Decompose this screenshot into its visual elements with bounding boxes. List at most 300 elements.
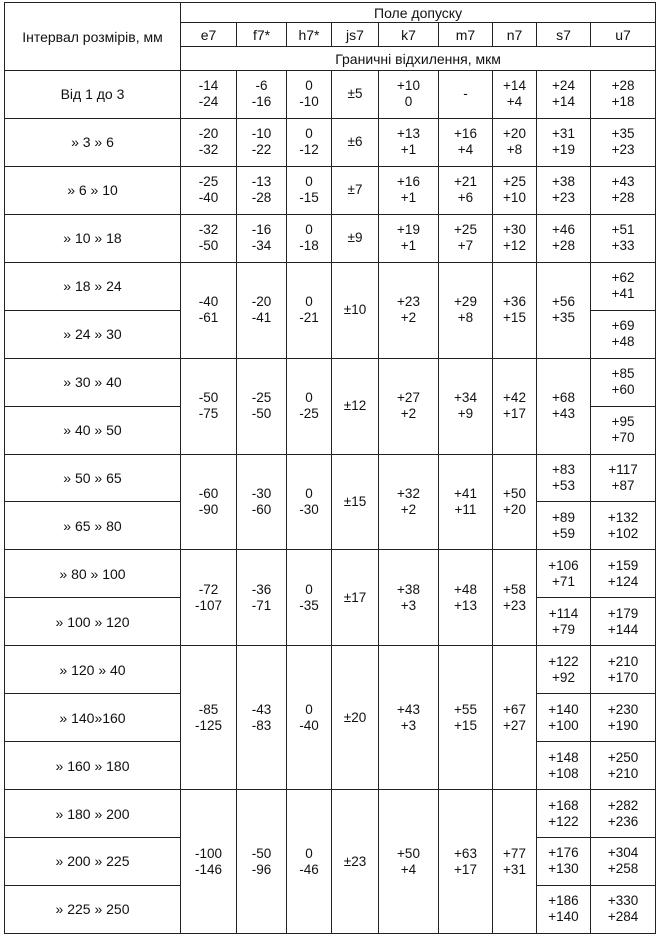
cell-n7 — [493, 214, 537, 262]
deviation-header: Граничні відхилення, мкм — [181, 47, 656, 71]
table-row — [5, 262, 656, 310]
deviation-value: 0 — [305, 390, 313, 406]
deviation-value: +71 — [552, 573, 575, 589]
deviation-value: -50 — [251, 406, 272, 422]
deviation-value: +48 — [611, 334, 635, 350]
deviation-value: +35 — [611, 126, 635, 142]
cell-f7 — [237, 262, 287, 358]
cell-k7 — [379, 118, 439, 166]
deviation-value: ±23 — [343, 853, 367, 869]
deviation-value: +1 — [400, 238, 417, 254]
cell-k7 — [379, 358, 439, 454]
cell-u7 — [591, 71, 656, 119]
deviation-value: +1 — [400, 142, 417, 158]
cell-f7 — [237, 214, 287, 262]
cell-h7 — [287, 166, 332, 214]
interval-cell: » 100 » 120 — [5, 598, 181, 646]
deviation-value: - — [463, 86, 468, 102]
deviation-value: +28 — [552, 238, 575, 254]
deviation-value: 0 — [305, 485, 313, 501]
cell-h7 — [287, 71, 332, 119]
table-row — [5, 646, 656, 694]
deviation-value: 0 — [305, 174, 313, 190]
deviation-value: +38 — [397, 581, 420, 597]
deviation-value: +23 — [611, 142, 635, 158]
interval-cell: » 180 » 200 — [5, 790, 181, 838]
deviation-value: +140 — [548, 701, 579, 717]
cell-js7 — [332, 358, 379, 454]
interval-cell: » 140»160 — [5, 694, 181, 742]
deviation-value: -32 — [198, 142, 219, 158]
cell-s7 — [537, 742, 591, 790]
interval-cell: » 10 » 18 — [5, 214, 181, 262]
deviation-value: +130 — [548, 861, 579, 877]
interval-cell: » 80 » 100 — [5, 550, 181, 598]
cell-e7 — [181, 214, 237, 262]
deviation-value: +50 — [503, 485, 526, 501]
deviation-value: -10 — [299, 94, 319, 110]
cell-n7 — [493, 646, 537, 790]
deviation-value: ±9 — [347, 230, 363, 246]
deviation-value: -20 — [198, 126, 219, 142]
deviation-value: +258 — [607, 861, 639, 877]
col-u7: u7 — [591, 23, 656, 47]
cell-e7 — [181, 166, 237, 214]
cell-js7 — [332, 646, 379, 790]
deviation-value: -50 — [198, 238, 219, 254]
deviation-value: +230 — [607, 701, 639, 717]
interval-cell: » 120 » 40 — [5, 646, 181, 694]
deviation-value: +36 — [503, 294, 526, 310]
deviation-value: +17 — [503, 406, 526, 422]
cell-m7 — [439, 550, 493, 646]
cell-m7 — [439, 358, 493, 454]
deviation-value: +1 — [400, 190, 417, 206]
deviation-value: +95 — [611, 414, 635, 430]
deviation-value: +148 — [548, 749, 579, 765]
deviation-value: -34 — [251, 238, 272, 254]
cell-k7 — [379, 790, 439, 934]
deviation-value: +14 — [503, 78, 526, 94]
cell-js7 — [332, 454, 379, 550]
deviation-value: ±7 — [347, 182, 363, 198]
deviation-value: -96 — [251, 861, 272, 877]
deviation-value: ±12 — [343, 398, 367, 414]
cell-u7 — [591, 598, 656, 646]
deviation-value: +30 — [503, 222, 526, 238]
deviation-value: 0 — [305, 845, 313, 861]
deviation-value: +20 — [503, 126, 526, 142]
deviation-value: 0 — [305, 126, 313, 142]
deviation-value: 0 — [305, 222, 313, 238]
table-row — [5, 214, 656, 262]
deviation-value: -22 — [251, 142, 272, 158]
deviation-value: +41 — [611, 286, 635, 302]
cell-h7 — [287, 646, 332, 790]
deviation-value: +2 — [400, 406, 417, 422]
deviation-value: +79 — [552, 621, 575, 637]
cell-s7 — [537, 694, 591, 742]
cell-m7 — [439, 71, 493, 119]
deviation-value: +21 — [454, 174, 477, 190]
deviation-value: +122 — [548, 813, 579, 829]
deviation-value: ±10 — [343, 302, 367, 318]
cell-k7 — [379, 71, 439, 119]
cell-m7 — [439, 214, 493, 262]
cell-js7 — [332, 214, 379, 262]
deviation-value: +9 — [457, 406, 474, 422]
cell-e7 — [181, 71, 237, 119]
cell-m7 — [439, 790, 493, 934]
deviation-value: +87 — [611, 477, 635, 493]
cell-f7 — [237, 550, 287, 646]
cell-n7 — [493, 71, 537, 119]
cell-e7 — [181, 358, 237, 454]
interval-cell: » 50 » 65 — [5, 454, 181, 502]
cell-k7 — [379, 262, 439, 358]
table-row — [5, 118, 656, 166]
cell-k7 — [379, 166, 439, 214]
cell-n7 — [493, 454, 537, 550]
deviation-value: +304 — [607, 845, 639, 861]
deviation-value: +53 — [552, 477, 575, 493]
cell-h7 — [287, 454, 332, 550]
deviation-value: +62 — [611, 270, 635, 286]
deviation-value: +10 — [503, 190, 526, 206]
deviation-value: +100 — [548, 717, 579, 733]
deviation-value: +68 — [552, 390, 575, 406]
deviation-value: +27 — [503, 717, 526, 733]
cell-e7 — [181, 118, 237, 166]
cell-m7 — [439, 166, 493, 214]
deviation-value: +59 — [552, 525, 575, 541]
deviation-value: +46 — [552, 222, 575, 238]
deviation-value: +51 — [611, 222, 635, 238]
deviation-value: +8 — [506, 142, 523, 158]
deviation-value: +31 — [552, 126, 575, 142]
table-row — [5, 166, 656, 214]
deviation-value: -60 — [251, 501, 272, 517]
cell-s7 — [537, 214, 591, 262]
deviation-value: +48 — [454, 581, 477, 597]
deviation-value: -12 — [299, 142, 319, 158]
deviation-value: +60 — [611, 382, 635, 398]
deviation-value: +284 — [607, 909, 639, 925]
deviation-value: +58 — [503, 581, 526, 597]
deviation-value: -32 — [198, 222, 219, 238]
col-js7: js7 — [332, 23, 379, 47]
deviation-value: +63 — [454, 845, 477, 861]
cell-u7 — [591, 646, 656, 694]
cell-f7 — [237, 790, 287, 934]
deviation-value: +25 — [454, 222, 477, 238]
deviation-value: +20 — [503, 501, 526, 517]
deviation-value: +13 — [397, 126, 420, 142]
deviation-value: +140 — [548, 909, 579, 925]
deviation-value: -71 — [251, 597, 272, 613]
interval-cell: » 30 » 40 — [5, 358, 181, 406]
cell-e7 — [181, 790, 237, 934]
deviation-value: +23 — [397, 294, 420, 310]
cell-f7 — [237, 646, 287, 790]
cell-e7 — [181, 550, 237, 646]
deviation-value: -15 — [299, 190, 319, 206]
cell-u7 — [591, 790, 656, 838]
cell-u7 — [591, 406, 656, 454]
cell-k7 — [379, 214, 439, 262]
deviation-value: -6 — [255, 78, 268, 94]
deviation-value: ±5 — [347, 86, 363, 102]
deviation-value: +17 — [454, 861, 477, 877]
cell-s7 — [537, 885, 591, 933]
deviation-value: 0 — [305, 701, 313, 717]
deviation-value: -25 — [198, 174, 219, 190]
deviation-value: -146 — [194, 861, 223, 877]
cell-s7 — [537, 598, 591, 646]
deviation-value: -36 — [251, 581, 272, 597]
deviation-value: +117 — [608, 461, 638, 477]
deviation-value: +14 — [552, 94, 575, 110]
deviation-value: +4 — [506, 94, 523, 110]
deviation-value: +31 — [503, 861, 526, 877]
cell-n7 — [493, 358, 537, 454]
deviation-value: 0 — [305, 78, 313, 94]
deviation-value: ±17 — [343, 589, 367, 605]
deviation-value: 0 — [404, 94, 413, 110]
deviation-value: +92 — [552, 669, 575, 685]
deviation-value: +190 — [607, 717, 639, 733]
cell-js7 — [332, 71, 379, 119]
cell-n7 — [493, 790, 537, 934]
deviation-value: +35 — [552, 310, 575, 326]
deviation-value: -14 — [198, 78, 219, 94]
cell-s7 — [537, 790, 591, 838]
interval-cell: Від 1 до 3 — [5, 71, 181, 119]
cell-h7 — [287, 262, 332, 358]
deviation-value: +108 — [548, 765, 579, 781]
cell-s7 — [537, 838, 591, 886]
deviation-value: +106 — [548, 557, 579, 573]
deviation-value: +28 — [611, 78, 635, 94]
cell-u7 — [591, 838, 656, 886]
deviation-value: +144 — [607, 621, 639, 637]
deviation-value: -83 — [251, 717, 272, 733]
cell-k7 — [379, 550, 439, 646]
cell-u7 — [591, 214, 656, 262]
deviation-value: -90 — [198, 501, 219, 517]
deviation-value: -28 — [251, 190, 272, 206]
table-row — [5, 790, 656, 838]
cell-js7 — [332, 790, 379, 934]
interval-header: Інтервал розмірів, мм — [5, 3, 181, 71]
deviation-value: ±6 — [347, 134, 363, 150]
deviation-value: +15 — [454, 717, 477, 733]
col-m7: m7 — [439, 23, 493, 47]
deviation-value: +32 — [397, 485, 420, 501]
deviation-value: +89 — [552, 509, 575, 525]
cell-u7 — [591, 118, 656, 166]
deviation-value: +250 — [607, 749, 639, 765]
deviation-value: -75 — [198, 406, 219, 422]
deviation-value: -30 — [251, 485, 272, 501]
cell-n7 — [493, 166, 537, 214]
deviation-value: +24 — [552, 78, 575, 94]
deviation-value: -46 — [299, 861, 319, 877]
deviation-value: -60 — [198, 485, 219, 501]
deviation-value: +3 — [400, 597, 417, 613]
deviation-value: +186 — [548, 893, 579, 909]
col-f7: f7* — [237, 23, 287, 47]
table-row — [5, 454, 656, 502]
deviation-value: +19 — [552, 142, 575, 158]
deviation-value: +4 — [457, 142, 474, 158]
deviation-value: +23 — [503, 597, 526, 613]
cell-m7 — [439, 262, 493, 358]
deviation-value: +282 — [607, 797, 639, 813]
deviation-value: -50 — [251, 845, 272, 861]
cell-s7 — [537, 71, 591, 119]
deviation-value: 0 — [305, 294, 313, 310]
cell-s7 — [537, 550, 591, 598]
cell-js7 — [332, 550, 379, 646]
deviation-value: +236 — [607, 813, 639, 829]
deviation-value: -10 — [251, 126, 272, 142]
cell-u7 — [591, 502, 656, 550]
deviation-value: +28 — [611, 190, 635, 206]
deviation-value: +43 — [552, 406, 575, 422]
table-row — [5, 71, 656, 119]
deviation-value: +18 — [611, 94, 635, 110]
cell-k7 — [379, 454, 439, 550]
interval-cell: » 24 » 30 — [5, 310, 181, 358]
cell-s7 — [537, 118, 591, 166]
deviation-value: +43 — [397, 701, 420, 717]
deviation-value: +8 — [457, 310, 474, 326]
deviation-value: +102 — [607, 525, 639, 541]
deviation-value: -61 — [198, 310, 219, 326]
deviation-value: +77 — [503, 845, 526, 861]
deviation-value: +56 — [552, 294, 575, 310]
deviation-value: ±15 — [343, 493, 367, 509]
cell-h7 — [287, 118, 332, 166]
cell-e7 — [181, 454, 237, 550]
deviation-value: -72 — [198, 581, 219, 597]
deviation-value: +4 — [400, 861, 417, 877]
deviation-value: +159 — [607, 557, 639, 573]
cell-f7 — [237, 118, 287, 166]
col-k7: k7 — [379, 23, 439, 47]
deviation-value: -30 — [299, 501, 319, 517]
cell-u7 — [591, 166, 656, 214]
table-row — [5, 550, 656, 598]
deviation-value: -25 — [299, 406, 319, 422]
deviation-value: +27 — [397, 390, 420, 406]
col-h7: h7* — [287, 23, 332, 47]
deviation-value: +29 — [454, 294, 477, 310]
deviation-value: -40 — [198, 294, 219, 310]
deviation-value: +41 — [454, 485, 477, 501]
field-header: Поле допуску — [181, 3, 656, 23]
cell-u7 — [591, 358, 656, 406]
cell-m7 — [439, 454, 493, 550]
cell-js7 — [332, 262, 379, 358]
deviation-value: -50 — [198, 390, 219, 406]
deviation-value: ±20 — [343, 709, 367, 725]
deviation-value: +33 — [611, 238, 635, 254]
cell-js7 — [332, 166, 379, 214]
cell-m7 — [439, 118, 493, 166]
cell-s7 — [537, 166, 591, 214]
cell-h7 — [287, 550, 332, 646]
cell-h7 — [287, 214, 332, 262]
cell-s7 — [537, 646, 591, 694]
cell-e7 — [181, 262, 237, 358]
deviation-value: +7 — [457, 238, 474, 254]
cell-m7 — [439, 646, 493, 790]
deviation-value: +16 — [397, 174, 420, 190]
deviation-value: +42 — [503, 390, 526, 406]
deviation-value: +6 — [457, 190, 474, 206]
cell-u7 — [591, 310, 656, 358]
deviation-value: +85 — [611, 366, 635, 382]
cell-u7 — [591, 550, 656, 598]
cell-e7 — [181, 646, 237, 790]
cell-u7 — [591, 742, 656, 790]
deviation-value: +10 — [397, 78, 420, 94]
deviation-value: +210 — [607, 653, 639, 669]
table-row — [5, 358, 656, 406]
deviation-value: +23 — [552, 190, 575, 206]
cell-s7 — [537, 502, 591, 550]
deviation-value: +2 — [400, 501, 417, 517]
deviation-value: +25 — [503, 174, 526, 190]
deviation-value: +13 — [454, 597, 477, 613]
deviation-value: +70 — [611, 430, 635, 446]
interval-cell: » 18 » 24 — [5, 262, 181, 310]
deviation-value: +11 — [454, 501, 477, 517]
cell-js7 — [332, 118, 379, 166]
interval-cell: » 225 » 250 — [5, 885, 181, 933]
interval-cell: » 200 » 225 — [5, 838, 181, 886]
cell-f7 — [237, 166, 287, 214]
interval-cell: » 3 » 6 — [5, 118, 181, 166]
cell-s7 — [537, 262, 591, 358]
cell-k7 — [379, 646, 439, 790]
deviation-value: -18 — [299, 238, 319, 254]
deviation-value: +55 — [454, 701, 477, 717]
col-n7: n7 — [493, 23, 537, 47]
deviation-value: +168 — [548, 797, 579, 813]
cell-n7 — [493, 550, 537, 646]
deviation-value: -40 — [299, 717, 319, 733]
col-s7: s7 — [537, 23, 591, 47]
deviation-value: -85 — [198, 701, 219, 717]
interval-cell: » 160 » 180 — [5, 742, 181, 790]
deviation-value: +176 — [548, 845, 579, 861]
deviation-value: +12 — [503, 238, 526, 254]
cell-s7 — [537, 358, 591, 454]
deviation-value: 0 — [305, 581, 313, 597]
interval-cell: » 65 » 80 — [5, 502, 181, 550]
cell-n7 — [493, 262, 537, 358]
deviation-value: -107 — [194, 597, 223, 613]
deviation-value: +69 — [611, 318, 635, 334]
cell-u7 — [591, 694, 656, 742]
deviation-value: -100 — [194, 845, 223, 861]
deviation-value: +210 — [607, 765, 639, 781]
cell-u7 — [591, 454, 656, 502]
tolerance-table — [4, 2, 656, 934]
